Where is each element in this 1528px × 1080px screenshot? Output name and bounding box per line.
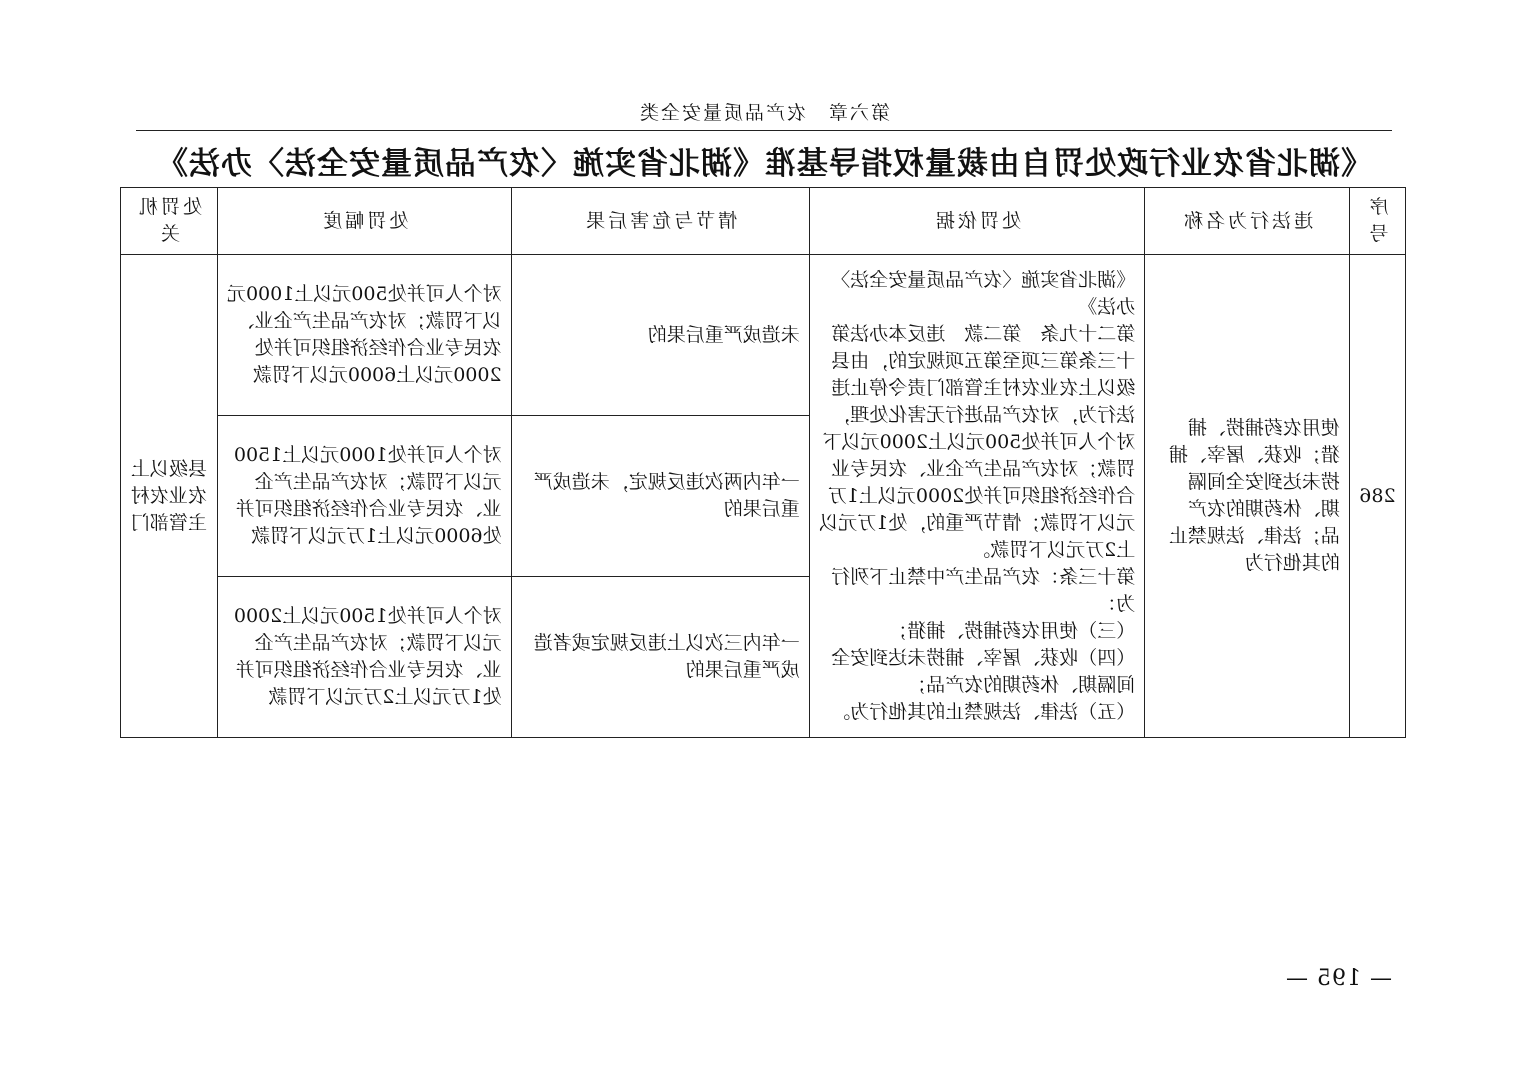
header-violation-name: 违法行为名称 <box>1145 188 1350 255</box>
header-no: 序号 <box>1349 188 1405 255</box>
header-penalty-organ: 处罚机关 <box>121 188 218 255</box>
basis-paragraph: （五）法律、法规禁止的其他行为。 <box>831 700 1136 723</box>
penalty-basis <box>809 255 1145 738</box>
circumstance-level-2: 一年内两次违反规定，未造成严重后果的 <box>511 416 809 577</box>
penalty-range-level-3: 对个人可并处1500元以上2000元以下罚款；对农产品生产企业、农民专业合作经济组织可并处1万元以上2万元以下罚款 <box>217 577 511 738</box>
table-header-row <box>121 188 1406 255</box>
header-penalty-range: 处罚幅度 <box>217 188 511 255</box>
running-head: 第六章 农产品质量安全类 <box>638 102 891 124</box>
penalty-range-level-2: 对个人可并处1000元以上1500元以下罚款；对农产品生产企业、农民专业合作经济组织可并处6000元以上1万元以下罚款 <box>217 416 511 577</box>
row-number: 286 <box>1349 255 1405 738</box>
table-row <box>121 255 1406 416</box>
penalty-range-level-1: 对个人可并处500元以上1000元以下罚款；对农产品生产企业、农民专业合作经济组织可并处2000元以上6000元以下罚款 <box>217 255 511 416</box>
header-rule <box>136 130 1392 131</box>
page-number: — 195 — <box>1285 966 1392 991</box>
header-circumstance: 情节与危害后果 <box>511 188 809 255</box>
violation-name: 使用农药捕捞、捕猎；收获、屠宰、捕捞未达到安全间隔期、休药期的农产品；法律、法规禁止的其他行为 <box>1145 255 1350 738</box>
basis-paragraph: 第二十九条 第二款 违反本办法第十三条第三项至第五项规定的，由县级以上农业农村主管部门责令停止违法行为，对农产品进行无害化处理，对个人可并处500元以上2000元以下罚款；对农产品生产企业、农民专业合作经济组织可并处2000元以上1万元以下罚款；情节严重的，处1万元以上2万元以下罚款。 <box>819 322 1136 561</box>
header-penalty-basis: 处罚依据 <box>809 188 1145 255</box>
basis-paragraph: 第十三条：农产品生产中禁止下列行为： <box>831 565 1136 615</box>
circumstance-level-3: 一年内三次以上违反规定或者造成严重后果的 <box>511 577 809 738</box>
penalty-table <box>120 187 1406 738</box>
circumstance-level-1: 未造成严重后果的 <box>511 255 809 416</box>
penalty-organ: 县级以上农业农村主管部门 <box>121 255 218 738</box>
basis-paragraph: （四）收获、屠宰、捕捞未达到安全间隔期、休药期的农产品； <box>831 646 1136 696</box>
basis-paragraph: 《湖北省实施〈农产品质量安全法〉办法》 <box>831 268 1136 318</box>
basis-paragraph: （三）使用农药捕捞、捕猎； <box>888 619 1136 642</box>
document-title: 《湖北省农业行政处罚自由裁量权指导基准《湖北省实施〈农产品质量安全法〉办法》 <box>156 146 1372 182</box>
